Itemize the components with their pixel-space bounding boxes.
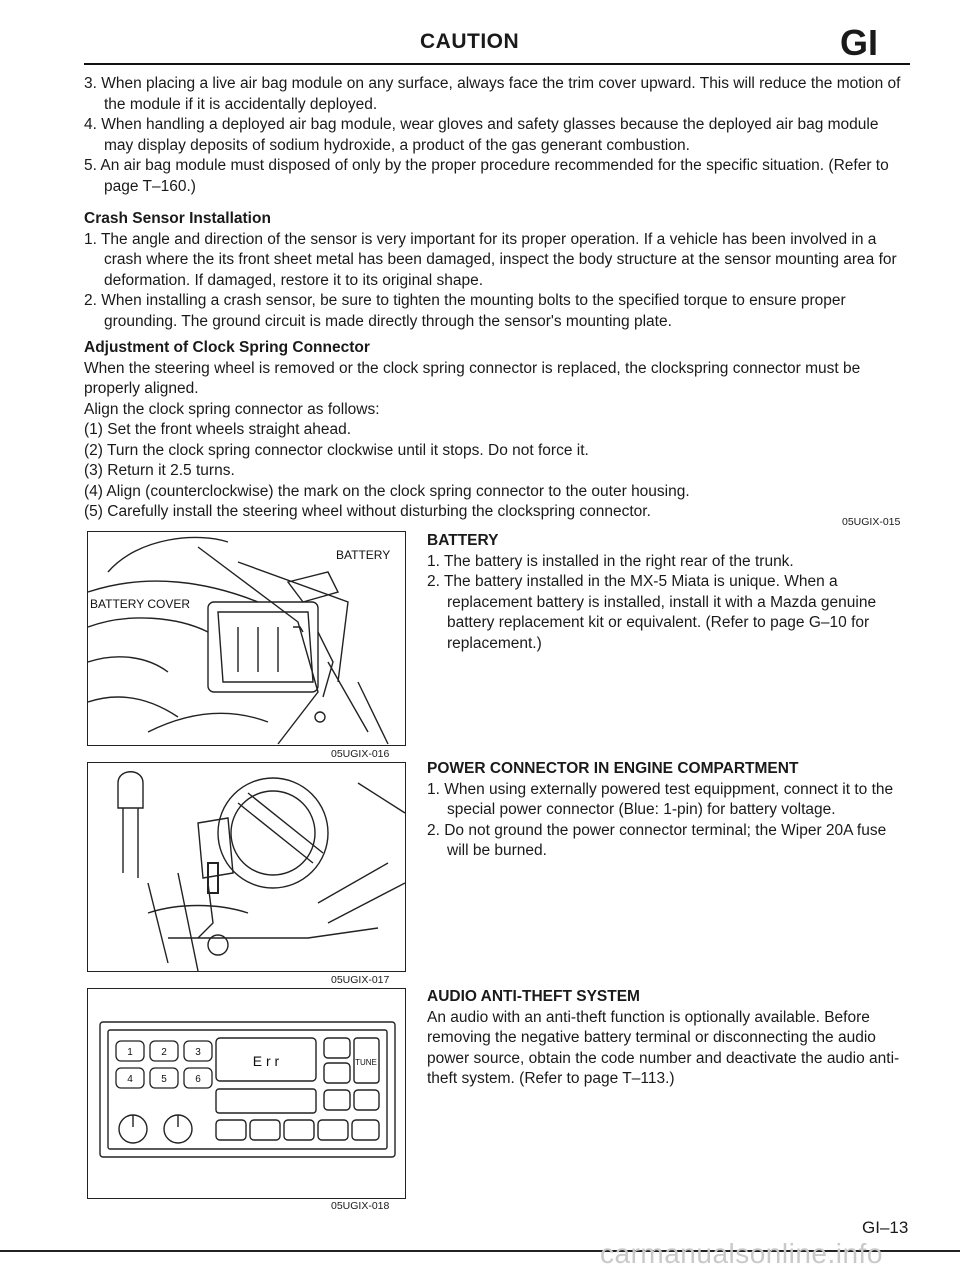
list-item: 1. The battery is installed in the right rear of the trunk.	[427, 552, 794, 570]
list-item: (1) Set the front wheels straight ahead.	[84, 421, 352, 438]
preset-button-6: 6	[195, 1074, 201, 1085]
list-item: (2) Turn the clock spring connector clockwise until it stops. Do not force it.	[84, 441, 589, 459]
paragraph: When the steering wheel is removed or the clock spring connector is replaced, the clockspring connector must be properly aligned.	[84, 359, 861, 397]
crash-sensor-section	[84, 209, 906, 332]
section-heading: Adjustment of Clock Spring Connector	[84, 339, 370, 356]
list-item: (4) Align (counterclockwise) the mark on the clock spring connector to the outer housing.	[84, 482, 690, 500]
clock-spring-section	[84, 338, 906, 523]
battery-label: BATTERY	[336, 548, 391, 562]
tune-label: TUNE	[355, 1058, 377, 1067]
list-item: 4. When handling a deployed air bag module, wear gloves and safety glasses because the deployed air bag module may display deposits of sodium hydroxide, a product of the gas generant combustion.	[84, 116, 879, 154]
section-heading: POWER CONNECTOR IN ENGINE COMPARTMENT	[427, 760, 799, 777]
section-code-label: 05UGIX-015	[842, 516, 901, 528]
list-item: 5. An air bag module must disposed of only by the proper procedure recommended for the specific situation. (Refer to page T–160.)	[84, 157, 889, 195]
battery-cover-label: BATTERY COVER	[90, 597, 191, 611]
paragraph: An audio with an anti-theft function is optionally available. Before removing the negative battery terminal or disconnecting the audio power source, obtain the code number and deactivate the audio anti-theft system. (Refer to page T–113.)	[427, 1008, 900, 1087]
list-item: 2. The battery installed in the MX-5 Miata is unique. When a replacement battery is installed, install it with a Mazda genuine battery replacement kit or equivalent. (Refer to page G–10 for replacement.)	[427, 573, 877, 652]
power-connector-figure	[87, 762, 406, 972]
list-item: 3. When placing a live air bag module on any surface, always face the trim cover upward. This will reduce the motion of the module if it is accidentally deployed.	[84, 75, 901, 113]
battery-section	[427, 531, 909, 654]
paragraph: Align the clock spring connector as follows:	[84, 400, 380, 418]
power-connector-section	[427, 759, 909, 862]
figure-code: 05UGIX-016	[331, 748, 390, 760]
list-item: 1. When using externally powered test equippment, connect it to the special power connector (Blue: 1-pin) for battery voltage.	[427, 780, 894, 818]
section-heading: Crash Sensor Installation	[84, 210, 271, 227]
preset-button-4: 4	[127, 1074, 133, 1085]
preset-button-5: 5	[161, 1074, 167, 1085]
battery-figure	[87, 531, 406, 746]
preset-button-2: 2	[161, 1047, 167, 1058]
section-heading: BATTERY	[427, 532, 499, 549]
list-item: 1. The angle and direction of the sensor is very important for its proper operation. If a vehicle has been involved in a crash where the its front sheet metal has been damaged, inspect the body structure at the sensor mounting area for deformation. If damaged, restore it to its original shape.	[84, 230, 897, 289]
section-heading: AUDIO ANTI-THEFT SYSTEM	[427, 988, 640, 1005]
figure-code: 05UGIX-017	[331, 974, 390, 986]
battery-illustration	[88, 532, 405, 745]
audio-section	[427, 987, 909, 1090]
list-item: (5) Carefully install the steering wheel without disturbing the clockspring connector.	[84, 503, 651, 520]
radio-display-text: E r r	[252, 1053, 280, 1069]
list-item: 2. When installing a crash sensor, be sure to tighten the mounting bolts to the specified torque to ensure proper grounding. The ground circuit is made directly through the sensor's mounting plate.	[84, 292, 846, 330]
page-number: GI–13	[862, 1218, 909, 1237]
figure-code: 05UGIX-018	[331, 1200, 390, 1212]
page-title: CAUTION	[420, 30, 520, 53]
watermark: carmanualsonline.info	[600, 1238, 883, 1269]
list-item: (3) Return it 2.5 turns.	[84, 462, 235, 479]
preset-button-3: 3	[195, 1047, 201, 1058]
preset-button-1: 1	[127, 1047, 133, 1058]
airbag-list	[84, 74, 906, 197]
audio-figure	[87, 988, 406, 1199]
header-rule	[84, 63, 910, 65]
section-code: GI	[840, 22, 879, 63]
list-item: 2. Do not ground the power connector terminal; the Wiper 20A fuse will be burned.	[427, 821, 887, 859]
